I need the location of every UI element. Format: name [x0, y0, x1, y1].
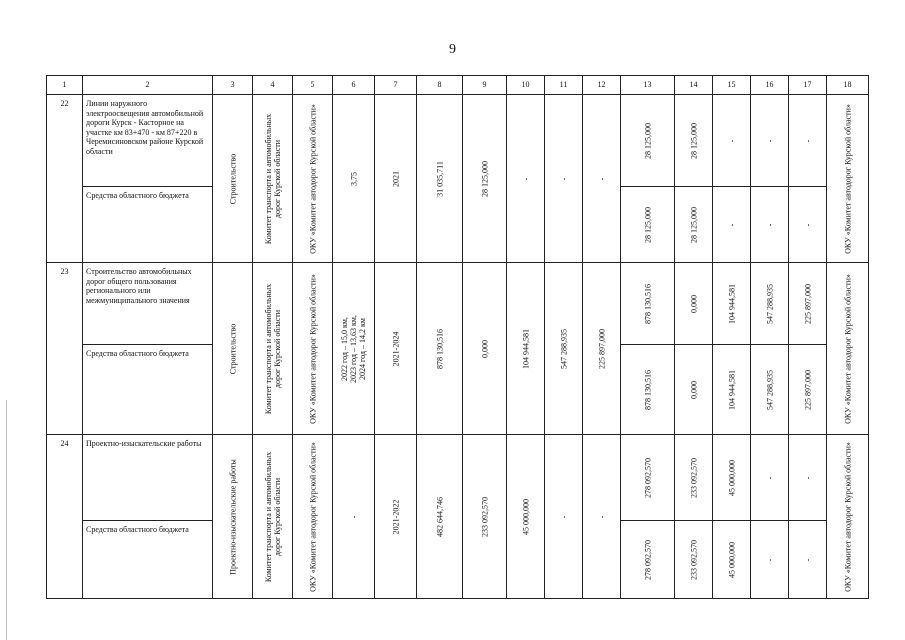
capacity-cell — [333, 263, 375, 435]
total-cost-cell: 31 035,711 — [417, 95, 463, 263]
period-cell: 2021-2024 — [375, 263, 417, 435]
header-cell: 7 — [375, 76, 417, 95]
total-cost-cell: 482 644,746 — [417, 435, 463, 599]
value-cell: 278 092,570 — [621, 435, 675, 521]
value-cell: 225 897,000 — [789, 345, 827, 435]
work-type-cell: Строительство — [213, 95, 253, 263]
header-cell: 14 — [675, 76, 713, 95]
value-cell: 0,000 — [675, 345, 713, 435]
row-number: 24 — [47, 435, 83, 599]
value-cell: 28 125,000 — [463, 95, 507, 263]
table-row — [47, 263, 869, 345]
item-title: Проектно-изыскательские работы — [83, 435, 213, 521]
page-number: 9 — [449, 42, 456, 57]
value-cell: - — [713, 95, 751, 187]
header-cell: 15 — [713, 76, 751, 95]
header-cell: 1 — [47, 76, 83, 95]
header-cell: 3 — [213, 76, 253, 95]
responsible-cell: ОКУ «Комитет автодорог Курской области» — [827, 263, 869, 435]
header-cell: 16 — [751, 76, 789, 95]
value-cell: 0,000 — [463, 263, 507, 435]
value-cell: - — [583, 435, 621, 599]
header-row — [47, 76, 869, 95]
value-cell: 45 000,000 — [713, 521, 751, 599]
value-cell: 28 125,000 — [675, 187, 713, 263]
value-cell: - — [583, 95, 621, 263]
value-cell: 45 000,000 — [713, 435, 751, 521]
value-cell: - — [789, 435, 827, 521]
value-cell: 45 000,000 — [507, 435, 545, 599]
value-cell: 278 092,570 — [621, 521, 675, 599]
customer-cell: Комитет транспорта и автомобильных дорог Курской области — [253, 263, 293, 435]
value-cell: 233 092,570 — [675, 521, 713, 599]
value-cell: - — [545, 95, 583, 263]
value-cell: 104 944,581 — [713, 263, 751, 345]
table-row — [47, 95, 869, 187]
funding-source-label: Средства областного бюджета — [83, 345, 213, 435]
capacity-cell: - — [333, 435, 375, 599]
value-cell: 547 288,935 — [751, 263, 789, 345]
capacity-line: 2023 год – 13,63 км, — [348, 314, 358, 383]
header-cell: 11 — [545, 76, 583, 95]
value-cell: 225 897,000 — [583, 263, 621, 435]
period-cell: 2021 — [375, 95, 417, 263]
value-cell: - — [507, 95, 545, 263]
header-cell: 2 — [83, 76, 213, 95]
header-cell: 17 — [789, 76, 827, 95]
value-cell: - — [545, 435, 583, 599]
value-cell: 28 125,000 — [675, 95, 713, 187]
value-cell: 0,000 — [675, 263, 713, 345]
value-cell: 233 092,570 — [675, 435, 713, 521]
value-cell: - — [751, 435, 789, 521]
customer-cell: Комитет транспорта и автомобильных дорог Курской области — [253, 435, 293, 599]
header-cell: 12 — [583, 76, 621, 95]
work-type-cell: Проектно-изыскательские работы — [213, 435, 253, 599]
table-row — [47, 435, 869, 521]
header-cell: 8 — [417, 76, 463, 95]
value-cell: 547 288,935 — [751, 345, 789, 435]
value-cell: 28 125,000 — [621, 95, 675, 187]
work-type-cell: Строительство — [213, 263, 253, 435]
capacity-line: 2022 год – 15,0 км, — [339, 316, 349, 381]
margin-line — [6, 400, 7, 640]
row-number: 23 — [47, 263, 83, 435]
header-cell: 18 — [827, 76, 869, 95]
value-cell: 878 130,516 — [621, 345, 675, 435]
period-cell: 2021-2022 — [375, 435, 417, 599]
item-title: Линии наружного электроосвещения автомобильной дороги Курск - Касторное на участке км 83+470 - км 87+220 в Черемисиновском районе Курской области — [83, 95, 213, 187]
value-cell: - — [789, 95, 827, 187]
value-cell: - — [751, 95, 789, 187]
value-cell: 878 130,516 — [621, 263, 675, 345]
responsible-cell: ОКУ «Комитет автодорог Курской области» — [827, 435, 869, 599]
value-cell: 104 944,581 — [507, 263, 545, 435]
value-cell: - — [713, 187, 751, 263]
capacity-line: 2024 год – 14,2 км — [358, 317, 368, 380]
customer-cell: Комитет транспорта и автомобильных дорог Курской области — [253, 95, 293, 263]
executor-cell: ОКУ «Комитет автодорог Курской области» — [293, 95, 333, 263]
header-cell: 13 — [621, 76, 675, 95]
value-cell: 547 288,935 — [545, 263, 583, 435]
executor-cell: ОКУ «Комитет автодорог Курской области» — [293, 263, 333, 435]
header-cell: 10 — [507, 76, 545, 95]
value-cell: 104 944,581 — [713, 345, 751, 435]
value-cell: 28 125,000 — [621, 187, 675, 263]
value-cell: - — [751, 521, 789, 599]
value-cell: - — [751, 187, 789, 263]
header-cell: 5 — [293, 76, 333, 95]
executor-cell: ОКУ «Комитет автодорог Курской области» — [293, 435, 333, 599]
item-title: Строительство автомобильных дорог общего пользования регионального или межмуниципального значения — [83, 263, 213, 345]
row-number: 22 — [47, 95, 83, 263]
value-cell: - — [789, 521, 827, 599]
capacity-cell: 3,75 — [333, 95, 375, 263]
value-cell: 233 092,570 — [463, 435, 507, 599]
program-table — [46, 75, 869, 599]
responsible-cell: ОКУ «Комитет автодорог Курской области» — [827, 95, 869, 263]
header-cell: 6 — [333, 76, 375, 95]
funding-source-label: Средства областного бюджета — [83, 521, 213, 599]
funding-source-label: Средства областного бюджета — [83, 187, 213, 263]
header-cell: 4 — [253, 76, 293, 95]
value-cell: - — [789, 187, 827, 263]
value-cell: 225 897,000 — [789, 263, 827, 345]
header-cell: 9 — [463, 76, 507, 95]
total-cost-cell: 878 130,516 — [417, 263, 463, 435]
